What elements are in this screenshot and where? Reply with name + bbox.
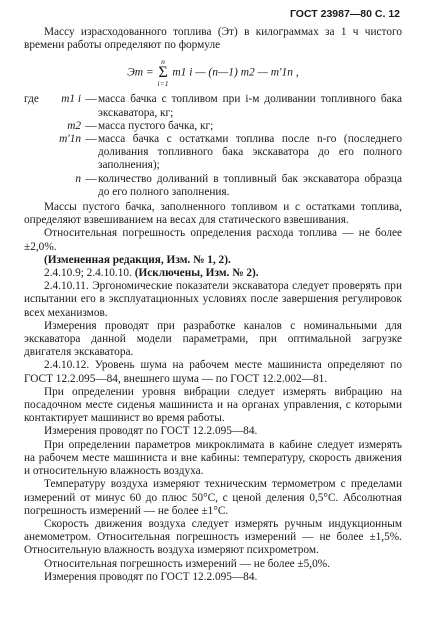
definition-text: масса пустого бачка, кг; [98, 119, 214, 132]
definition-symbol: m2 [67, 119, 81, 132]
paragraph-vibration: При определении уровня вибрации следует измерять вибрацию на посадочном месте сиденья машиниста и на органах управления, с которыми контактирует машинист во время работы. [24, 385, 402, 425]
paragraph-air-speed: Скорость движения воздуха следует измерять ручным индукционным анемометром. Относительная погрешность измерений — не более ±1,5%. Относительную влажность воздуха измеряют психрометром. [24, 517, 402, 557]
excluded-clauses: 2.4.10.9; 2.4.10.10. [44, 267, 135, 280]
formula-sum-bottom: i=1 [157, 79, 169, 89]
definition-text: количество доливаний в топливный бак экскаватора образца до его полного заполнения. [98, 172, 402, 198]
paragraph-amendment: (Измененная редакция, Изм. № 1, 2). [44, 253, 231, 266]
definition-symbol: m1 i [61, 93, 81, 106]
definition-row [24, 93, 402, 119]
definition-row [24, 173, 402, 199]
definition-symbol: m′1n [59, 133, 81, 146]
formula-lhs: Эт = [127, 67, 157, 80]
formula-sum-top: n [161, 57, 165, 67]
paragraph-measurement-conditions: Измерения проводят при разработке каналов с номинальными для экскаватора данной модели параметрами, при оптимальной загрузке двигателя экскаватора. [24, 319, 402, 359]
definition-row [24, 120, 402, 133]
paragraph-microclimate-standard: Измерения проводят по ГОСТ 12.2.095—84. [44, 570, 258, 583]
paragraph-noise: 2.4.10.12. Уровень шума на рабочем месте машиниста определяют по ГОСТ 12.2.095—84, внешнего шума — по ГОСТ 12.2.002—81. [24, 359, 402, 385]
formula-definitions [24, 93, 402, 199]
definition-lead: где [24, 93, 39, 106]
definition-dash: — [85, 93, 97, 106]
paragraph-vibration-standard: Измерения проводят по ГОСТ 12.2.095—84. [44, 425, 258, 438]
formula-sum [158, 58, 169, 88]
paragraph-fuel-error: Относительная погрешность определения расхода топлива — не более ±2,0%. [24, 227, 402, 253]
paragraph-weighing: Массы пустого бачка, заполненного топливом и с остатками топлива, определяют взвешиванием на весах для статического взвешивания. [24, 201, 402, 227]
definition-dash: — [85, 133, 97, 146]
definition-symbol: n [75, 172, 81, 185]
paragraph-fuel-mass-intro: Массу израсходованного топлива (Эт) в килограммах за 1 ч чистого времени работы определяют по формуле [24, 26, 402, 52]
paragraph-temperature: Температуру воздуха измеряют техническим термометром с пределами измерений от минус 60 до плюс 50°С, с ценой деления 0,5°С. Абсолютная погрешность измерений — не более ±1°С. [24, 478, 402, 517]
formula-sum-sigma: Σ [158, 64, 168, 82]
paragraph-ergonomics: 2.4.10.11. Эргономические показатели экскаватора следует проверять при испытании его в эксплуатационных условиях после завершения регулировок всех механизмов. [24, 280, 402, 319]
definition-dash: — [85, 172, 97, 185]
definition-row [24, 133, 402, 173]
definition-text: масса бачка с остатками топлива после n-го (последнего доливания топливного бака экскаватора до его полного заполнения); [98, 133, 402, 172]
formula-rhs: m1 i — (n—1) m2 — m′1n , [172, 67, 299, 80]
definition-dash: — [85, 119, 97, 132]
paragraph-humidity-error: Относительная погрешность измерений — не более ±5,0%. [44, 557, 330, 570]
page-header: ГОСТ 23987—80 С. 12 [289, 8, 400, 20]
excluded-note: (Исключены, Изм. № 2). [134, 267, 259, 280]
paragraph-microclimate: При определении параметров микроклимата в кабине следует измерять на рабочем месте машиниста и вне кабины: температуру, скорость движения и относительную влажность воздуха. [24, 438, 402, 478]
paragraph-excluded [24, 267, 402, 280]
definition-text: масса бачка с топливом при i-м доливании топливного бака экскаватора, кг; [98, 93, 402, 119]
fuel-formula [24, 58, 402, 88]
